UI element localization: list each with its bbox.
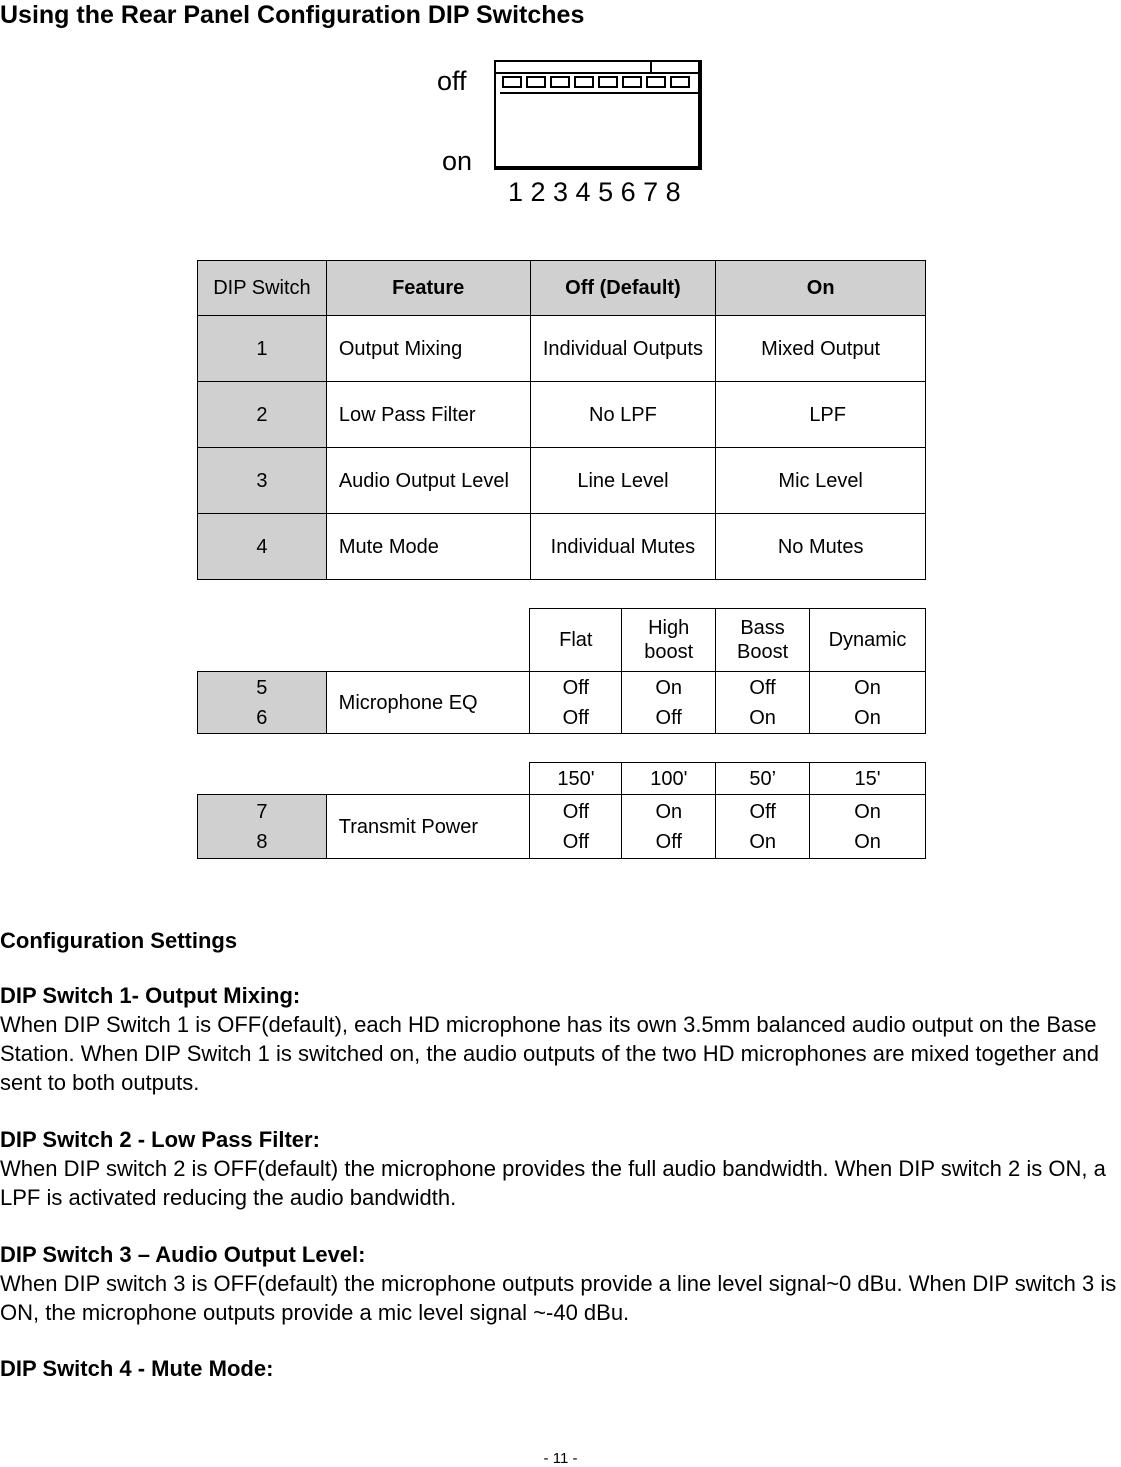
dip-switch-4 bbox=[574, 76, 594, 88]
feature-cell: Mute Mode bbox=[326, 514, 530, 580]
header-off-default: Off (Default) bbox=[530, 261, 716, 316]
power-header-15: 15' bbox=[810, 763, 926, 795]
eq-header-dynamic: Dynamic bbox=[810, 609, 926, 672]
switch-number: 3 bbox=[198, 448, 327, 514]
dip-switch-7 bbox=[646, 76, 666, 88]
section-title: DIP Switch 3 – Audio Output Level: bbox=[0, 1242, 366, 1267]
off-cell: Individual Outputs bbox=[530, 316, 716, 382]
eq-value: Off bbox=[655, 706, 682, 729]
header-dip-switch: DIP Switch bbox=[198, 261, 327, 316]
feature-cell: Output Mixing bbox=[326, 316, 530, 382]
eq-header-high-boost: High boost bbox=[622, 609, 716, 672]
switch-number: 5 bbox=[256, 676, 268, 699]
section-title: DIP Switch 4 - Mute Mode: bbox=[0, 1356, 274, 1381]
dip-switch-3 bbox=[550, 76, 570, 88]
feature-cell: Audio Output Level bbox=[326, 448, 530, 514]
eq-value: Off bbox=[562, 706, 589, 729]
dip-feature-table bbox=[197, 260, 926, 580]
on-cell: Mixed Output bbox=[716, 316, 926, 382]
dip-switch-diagram bbox=[494, 60, 702, 170]
section-text: When DIP Switch 1 is OFF(default), each HD microphone has its own 3.5mm balanced audio output on the Base Station. When DIP Switch 1 is switched on, the audio outputs of the two HD microphones are mixed together and sent to both outputs. bbox=[0, 1012, 1099, 1095]
switch-number: 1 bbox=[198, 316, 327, 382]
feature-cell: Transmit Power bbox=[326, 795, 530, 859]
dip-off-label: off bbox=[437, 66, 467, 96]
off-cell: Line Level bbox=[530, 448, 716, 514]
on-cell: No Mutes bbox=[716, 514, 926, 580]
dip-on-label: on bbox=[442, 146, 473, 176]
switch-number: 4 bbox=[198, 514, 327, 580]
switch-number: 6 bbox=[256, 706, 268, 729]
power-value: Off bbox=[562, 830, 590, 853]
power-value: On bbox=[655, 800, 683, 823]
dip-switch-numbers: 1 2 3 4 5 6 7 8 bbox=[508, 177, 681, 207]
page-title: Using the Rear Panel Configuration DIP Switches bbox=[0, 1, 585, 29]
feature-cell: Low Pass Filter bbox=[326, 382, 530, 448]
eq-value: Off bbox=[749, 676, 776, 699]
table-row bbox=[198, 316, 926, 382]
eq-value: Off bbox=[562, 676, 589, 699]
power-value: Off bbox=[562, 800, 590, 823]
dip-switch-6 bbox=[622, 76, 642, 88]
table-row bbox=[198, 448, 926, 514]
switch-number: 2 bbox=[198, 382, 327, 448]
power-value: On bbox=[854, 830, 881, 853]
table-row bbox=[198, 514, 926, 580]
section-title: DIP Switch 1- Output Mixing: bbox=[0, 983, 301, 1008]
eq-value: On bbox=[655, 676, 683, 699]
power-header-150: 150' bbox=[530, 763, 622, 795]
switch-number: 7 bbox=[256, 800, 268, 823]
page-number: - 11 - bbox=[543, 1450, 578, 1467]
on-cell: Mic Level bbox=[716, 448, 926, 514]
section-text: When DIP switch 3 is OFF(default) the microphone outputs provide a line level signal~0 dBu. When DIP switch 3 is ON, the microphone outputs provide a mic level signal ~-40 dBu. bbox=[0, 1271, 1117, 1325]
power-value: On bbox=[854, 800, 881, 823]
power-value: Off bbox=[749, 800, 776, 823]
switch-number: 8 bbox=[256, 830, 268, 853]
on-cell: LPF bbox=[716, 382, 926, 448]
power-value: On bbox=[749, 830, 777, 853]
eq-header-flat: Flat bbox=[530, 609, 622, 672]
dip-switch-8 bbox=[670, 76, 690, 88]
power-header-50: 50’ bbox=[716, 763, 810, 795]
section-title: DIP Switch 2 - Low Pass Filter: bbox=[0, 1127, 320, 1152]
eq-header-bass-boost: Bass Boost bbox=[716, 609, 810, 672]
eq-value: On bbox=[749, 706, 776, 729]
dip-switch-1 bbox=[502, 76, 522, 88]
off-cell: Individual Mutes bbox=[530, 514, 716, 580]
feature-cell: Microphone EQ bbox=[326, 672, 530, 734]
section-text: When DIP switch 2 is OFF(default) the microphone provides the full audio bandwidth. When DIP switch 2 is ON, a LPF is activated reducing the audio bandwidth. bbox=[0, 1156, 1106, 1210]
table-row bbox=[198, 382, 926, 448]
power-header-100: 100' bbox=[622, 763, 716, 795]
power-value: Off bbox=[655, 830, 682, 853]
eq-value: On bbox=[854, 676, 881, 699]
config-heading: Configuration Settings bbox=[0, 928, 238, 953]
dip-switch-2 bbox=[526, 76, 546, 88]
header-on: On bbox=[716, 261, 926, 316]
eq-value: On bbox=[854, 706, 881, 729]
off-cell: No LPF bbox=[530, 382, 716, 448]
microphone-eq-table bbox=[197, 608, 926, 734]
header-feature: Feature bbox=[326, 261, 530, 316]
dip-switch-5 bbox=[598, 76, 618, 88]
transmit-power-table bbox=[197, 762, 926, 859]
